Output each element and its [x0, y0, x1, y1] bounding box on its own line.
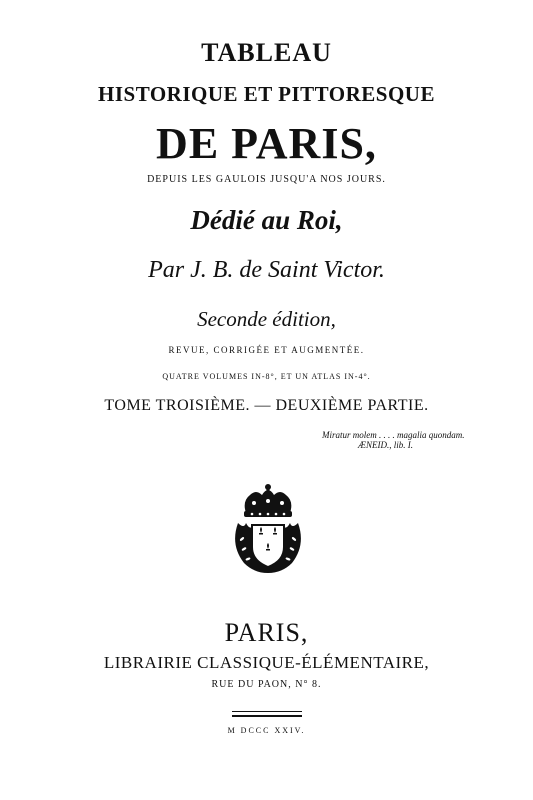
title-line-3: DE PARIS, — [156, 119, 377, 168]
revised-note: REVUE, CORRIGÉE ET AUGMENTÉE. — [168, 345, 365, 355]
epigraph-source: ÆNEID., lib. I. — [358, 440, 413, 450]
royal-coat-of-arms-icon — [228, 483, 308, 575]
tome: TOME TROISIÈME. — DEUXIÈME PARTIE. — [104, 397, 429, 414]
edition: Seconde édition, — [197, 307, 336, 331]
imprint-publisher: LIBRAIRIE CLASSIQUE-ÉLÉMENTAIRE, — [103, 653, 430, 672]
author: Par J. B. de Saint Victor. — [148, 257, 385, 283]
subtitle: DEPUIS LES GAULOIS JUSQU'A NOS JOURS. — [147, 174, 386, 185]
title-line-1: TABLEAU — [201, 38, 332, 67]
volumes-note: QUATRE VOLUMES IN-8°, ET UN ATLAS IN-4°. — [162, 372, 371, 381]
epigraph-quote: Miratur molem . . . . magalia quondam. — [322, 430, 465, 440]
imprint-year: M DCCC XXIV. — [227, 726, 306, 735]
divider-thin — [232, 711, 302, 712]
epigraph — [322, 430, 472, 450]
imprint-address: RUE DU PAON, N° 8. — [211, 679, 322, 690]
divider-thick — [232, 715, 302, 717]
imprint-place: PARIS, — [224, 618, 309, 647]
dedication: Dédié au Roi, — [190, 205, 343, 235]
title-line-2: HISTORIQUE ET PITTORESQUE — [98, 82, 435, 106]
